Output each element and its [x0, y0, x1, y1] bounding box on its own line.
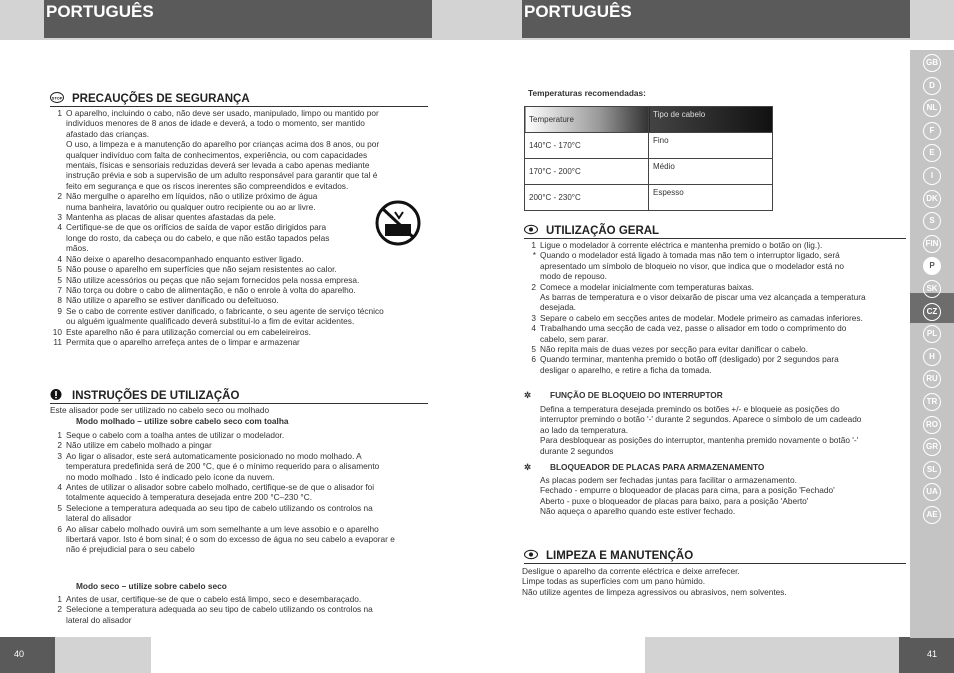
table-cell: Fino: [649, 133, 773, 159]
list-item: [50, 285, 430, 295]
text-line: Defina a temperatura desejada premindo os botões +/- e bloqueie as posições do: [540, 404, 840, 414]
item-text: desligar o aparelho, e retire a ficha da tomada.: [540, 364, 712, 375]
item-text: cabelo, sem parar.: [540, 333, 609, 344]
safety-heading: [50, 92, 428, 107]
list-item: [524, 271, 914, 281]
item-number: 9: [57, 305, 62, 316]
list-item: [50, 544, 430, 554]
instructions-title: INSTRUÇÕES DE UTILIZAÇÃO: [72, 390, 240, 402]
item-text: Separe o cabelo em secções antes de modelar. Modele primeiro as camadas inferiores.: [540, 312, 863, 323]
care-heading: [524, 549, 906, 564]
list-item: [524, 250, 914, 260]
item-text: Mantenha as placas de alisar quentes afastadas da pele.: [66, 212, 276, 223]
temps-title: Temperaturas recomendadas:: [528, 88, 646, 98]
sparkle-icon: ✲: [524, 462, 531, 472]
language-tab-ae[interactable]: AE: [923, 506, 941, 524]
text-line: Limpe todas as superfícies com um pano húmido.: [522, 576, 706, 587]
list-item: [50, 316, 430, 326]
list-item: [524, 354, 914, 364]
dry-mode-title: Modo seco – utilize sobre cabelo seco: [76, 581, 227, 591]
page-title: PORTUGUÊS: [524, 2, 632, 21]
list-item: [524, 344, 914, 354]
list-item: [524, 292, 914, 302]
list-item: [50, 594, 430, 604]
item-text: qualquer indivíduo com falta de conhecimentos, experiência, ou com capacidades: [66, 149, 368, 160]
item-text: no modo molhado . Isto é indicado pelo ícone da nuvem.: [66, 471, 275, 482]
table-cell: 200°C - 230°C: [525, 185, 649, 211]
header-cell: Tipo de cabelo: [649, 107, 773, 133]
language-tab-sl[interactable]: SL: [923, 461, 941, 479]
item-text: Permita que o aparelho arrefeça antes de o limpar e armazenar: [66, 336, 300, 347]
item-text: desejada.: [540, 302, 576, 313]
list-item: [524, 365, 914, 375]
table-row: [525, 159, 773, 185]
language-tab-cz[interactable]: CZ: [923, 303, 941, 321]
list-item: [524, 302, 914, 312]
item-number: 1: [57, 594, 62, 604]
item-number: 1: [531, 240, 536, 250]
plate-title: BLOQUEADOR DE PLACAS PARA ARMAZENAMENTO: [550, 462, 765, 472]
list-item: [50, 513, 430, 523]
list-item: [524, 334, 914, 344]
language-tab-p[interactable]: P: [923, 257, 941, 275]
item-text: Quando o modelador está ligado à tomada mas não tem o interruptor ligado, será: [540, 250, 840, 261]
table-cell: 140°C - 170°C: [525, 133, 649, 159]
text-line: Desligue o aparelho da corrente eléctrica e deixe arrefecer.: [522, 566, 740, 576]
item-text: apresentado um símbolo de bloqueio no visor, que indica que o modelador está no: [540, 260, 844, 271]
language-tab-e[interactable]: E: [923, 144, 941, 162]
item-text: Ao ligar o alisador, este será automaticamente posicionado no modo molhado. A: [66, 450, 362, 461]
item-number: 1: [57, 108, 62, 118]
item-text: Não repita mais de duas vezes por secção para evitar danificar o cabelo.: [540, 344, 808, 355]
language-tabs: [910, 50, 954, 528]
language-tab-dk[interactable]: DK: [923, 190, 941, 208]
item-text: Se o cabo de corrente estiver danificado, o fabricante, o seu agente de serviço técnico: [66, 305, 384, 316]
lock-title: FUNÇÃO DE BLOQUEIO DO INTERRUPTOR: [550, 390, 723, 400]
table-row: [525, 133, 773, 159]
item-number: 2: [57, 440, 62, 451]
list-item: [50, 337, 430, 347]
temperature-table: [524, 106, 773, 211]
info-icon: [50, 389, 64, 400]
item-text: Este aparelho não é para utilização comercial ou em cabeleireiros.: [66, 326, 311, 337]
language-tab-ru[interactable]: RU: [923, 370, 941, 388]
item-number: 7: [57, 284, 62, 295]
item-text: numa banheira, lavatório ou qualquer outro recipiente ou ao ar livre.: [66, 201, 316, 212]
language-tab-nl[interactable]: NL: [923, 99, 941, 117]
item-number: 4: [57, 222, 62, 233]
item-text: indivíduos menores de 8 anos de idade e deverá, a todo o momento, ser mantido: [66, 118, 365, 129]
list-item: [50, 604, 430, 614]
table-row: [525, 185, 773, 211]
table-cell: Espesso: [649, 185, 773, 211]
item-text: Ao alisar cabelo molhado ouvirá um som semelhante a um leve assobio e o aparelho: [66, 523, 379, 534]
language-tab-gb[interactable]: GB: [923, 54, 941, 72]
item-number: 3: [57, 212, 62, 223]
item-number: 5: [57, 264, 62, 275]
item-number: 6: [531, 354, 536, 365]
table-header-row: [525, 107, 773, 133]
no-water-icon: [373, 200, 423, 246]
list-item: [524, 282, 914, 292]
item-text: Selecione a temperatura adequada ao seu tipo de cabelo utilizando os controlos na: [66, 502, 373, 513]
care-title: LIMPEZA E MANUTENÇÃO: [546, 550, 694, 562]
list-item: [50, 503, 430, 513]
item-number: 10: [52, 326, 62, 337]
language-tab-s[interactable]: S: [923, 212, 941, 230]
list-item: [50, 327, 430, 337]
list-item: [50, 254, 430, 264]
list-item: [50, 160, 430, 170]
item-number: 3: [57, 450, 62, 461]
list-item: [524, 323, 914, 333]
text-line: Para desbloquear as posições do interruptor, mantenha premido novamente o botão '-': [540, 435, 859, 446]
list-item: [50, 440, 430, 450]
item-text: instrução prévia e sob a supervisão de um adulto responsável para garantir que tal é: [66, 170, 378, 181]
item-number: 8: [57, 295, 62, 306]
care-text: [522, 566, 912, 597]
item-text: Não pouse o aparelho em superfícies que não sejam resistentes ao calor.: [66, 264, 337, 275]
usage-list: [524, 240, 914, 375]
item-number: 4: [531, 323, 536, 334]
svg-text:STOP: STOP: [51, 95, 63, 101]
item-text: Certifique-se de que os orifícios de saída de vapor estão dirigidos para: [66, 222, 327, 233]
item-text: lateral do alisador: [66, 513, 132, 524]
item-number: 5: [531, 344, 536, 355]
language-tab-f[interactable]: F: [923, 122, 941, 140]
item-number: 11: [53, 336, 62, 347]
item-text: Quando terminar, mantenha premido o botão off (desligado) por 2 segundos para: [540, 354, 839, 365]
item-text: longe do rosto, da cabeça ou do cabelo, e que não estão tapados pelas: [66, 232, 330, 243]
text-line: durante 2 segundos: [540, 445, 614, 456]
instructions-heading: [50, 389, 428, 404]
item-number: 5: [57, 274, 62, 285]
header-cell: Temperature: [525, 107, 649, 133]
list-item: [50, 264, 430, 274]
item-text: Antes de utilizar o alisador sobre cabelo molhado, certifique-se de que o alisador foi: [66, 482, 375, 493]
item-number: 1: [57, 430, 62, 440]
item-text: lateral do alisador: [66, 614, 132, 625]
list-item: [50, 482, 430, 492]
dry-mode-list: [50, 594, 430, 625]
list-item: [50, 139, 430, 149]
item-number: *: [532, 250, 536, 261]
language-tab-fin[interactable]: FIN: [923, 235, 941, 253]
item-number: 2: [57, 191, 62, 202]
item-text: Trabalhando uma secção de cada vez, passe o alisador em todo o comprimento do: [540, 323, 847, 334]
stop-icon: [50, 92, 64, 103]
list-item: [50, 295, 430, 305]
item-text: totalmente aquecido à temperatura desejada entre 200 °C–230 °C.: [66, 492, 313, 503]
item-text: Não utilize acessórios ou peças que não sejam fornecidos pela nossa empresa.: [66, 274, 360, 285]
text-line: ao lado da temperatura.: [540, 424, 629, 435]
text-line: Não aqueça o aparelho quando este estiver fechado.: [540, 506, 736, 517]
text-line: Não utilize agentes de limpeza agressivos ou abrasivos, nem solventes.: [522, 586, 787, 597]
item-text: feito em segurança e que os riscos inerentes são compreendidos e evitados.: [66, 180, 349, 191]
usage-title: UTILIZAÇÃO GERAL: [546, 225, 660, 237]
language-tab-ua[interactable]: UA: [923, 483, 941, 501]
language-tab-gr[interactable]: GR: [923, 438, 941, 456]
item-text: Não torça ou dobre o cabo de alimentação, e não o enrole à volta do aparelho.: [66, 284, 356, 295]
item-text: mãos.: [66, 243, 89, 254]
list-item: [50, 472, 430, 482]
item-text: O aparelho, incluindo o cabo, não deve ser usado, manipulado, limpo ou mantido por: [66, 108, 379, 118]
item-number: 4: [57, 253, 62, 264]
list-item: [524, 313, 914, 323]
list-item: [50, 181, 430, 191]
language-tab-pl[interactable]: PL: [923, 325, 941, 343]
list-item: [50, 492, 430, 502]
wet-mode-title: Modo molhado – utilize sobre cabelo seco com toalha: [76, 416, 289, 426]
list-item: [50, 451, 430, 461]
list-item: [50, 275, 430, 285]
item-text: ou alguém igualmente qualificado deverá substituí-lo a fim de evitar acidentes.: [66, 316, 355, 327]
text-line: Aberto - puxe o bloqueador de placas para baixo, para a posição 'Aberto': [540, 495, 809, 506]
sparkle-icon: ✲: [524, 390, 531, 400]
language-tab-tr[interactable]: TR: [923, 393, 941, 411]
page-title: PORTUGUÊS: [46, 2, 154, 21]
item-text: Ligue o modelador à corrente eléctrica e mantenha premido o botão on (lig.).: [540, 240, 823, 250]
page-header: [44, 0, 432, 38]
language-tab-d[interactable]: D: [923, 77, 941, 95]
item-text: Selecione a temperatura adequada ao seu tipo de cabelo utilizando os controlos na: [66, 604, 373, 615]
language-tab-ro[interactable]: RO: [923, 416, 941, 434]
item-number: 5: [57, 502, 62, 513]
list-item: [50, 118, 430, 128]
item-text: Não deixe o aparelho desacompanhado enquanto estiver ligado.: [66, 253, 304, 264]
list-item: [524, 240, 914, 250]
list-item: [50, 306, 430, 316]
language-tab-h[interactable]: H: [923, 348, 941, 366]
eye-icon: [524, 224, 538, 235]
language-tab-sk[interactable]: SK: [923, 280, 941, 298]
list-item: [50, 129, 430, 139]
item-text: Não utilize em cabelo molhado a pingar: [66, 440, 212, 451]
text-line: As placas podem ser fechadas juntas para facilitar o armazenamento.: [540, 475, 797, 485]
list-item: [50, 524, 430, 534]
item-number: 6: [57, 523, 62, 534]
eye-icon: [524, 549, 538, 560]
instructions-intro: Este alisador pode ser utilizado no cabelo seco ou molhado: [50, 405, 270, 415]
item-text: Não utilize o aparelho se estiver danificado ou defeituoso.: [66, 295, 279, 306]
list-item: [50, 150, 430, 160]
item-text: O uso, a limpeza e a manutenção do aparelho por crianças acima dos 8 anos, ou por: [66, 139, 380, 150]
item-text: Não mergulhe o aparelho em líquidos, não o utilize próximo de água: [66, 191, 318, 202]
safety-title: PRECAUÇÕES DE SEGURANÇA: [72, 93, 250, 105]
usage-heading: [524, 224, 906, 239]
list-item: [50, 170, 430, 180]
language-tab-i[interactable]: I: [923, 167, 941, 185]
item-number: 4: [57, 482, 62, 493]
table-cell: 170°C - 200°C: [525, 159, 649, 185]
item-text: não é prejudicial para o seu cabelo: [66, 544, 195, 555]
list-item: [50, 430, 430, 440]
right-page: [477, 0, 954, 673]
item-number: 2: [531, 281, 536, 292]
lock-text: [540, 404, 920, 456]
item-text: Seque o cabelo com a toalha antes de utilizar o modelador.: [66, 430, 285, 440]
text-line: interruptor premindo o botão '-' durante 2 segundos. Aparece o símbolo de um cadeado: [540, 414, 862, 425]
item-number: 3: [531, 312, 536, 323]
table-cell: Médio: [649, 159, 773, 185]
item-text: temperatura predefinida será de 200 °C, que é o mínimo requerido para o alisamento: [66, 461, 380, 472]
page-number: 40: [0, 637, 55, 673]
list-item: [50, 108, 430, 118]
item-text: As barras de temperatura e o visor deixarão de piscar uma vez alcançada a temperatura: [540, 292, 866, 303]
item-number: 2: [57, 604, 62, 615]
item-text: libertará vapor. Isto é bom sinal; é o som do excesso de água no seu cabelo a evaporar e: [66, 534, 395, 545]
item-text: afastado das crianças.: [66, 128, 150, 139]
page-number: 41: [899, 637, 954, 673]
list-item: [50, 615, 430, 625]
list-item: [524, 261, 914, 271]
item-text: modo de repouso.: [540, 271, 607, 282]
item-text: Antes de usar, certifique-se de que o cabelo está limpo, seco e desembaraçado.: [66, 594, 362, 604]
page-header: [522, 0, 910, 38]
item-text: Comece a modelar inicialmente com temperaturas baixas.: [540, 281, 754, 292]
plate-text: [540, 475, 920, 517]
list-item: [50, 534, 430, 544]
item-text: mentais, físicas e sensoriais reduzidas deverá ser levada a cabo apenas mediante: [66, 160, 370, 171]
list-item: [50, 461, 430, 471]
wet-mode-list: [50, 430, 430, 555]
text-line: Fechado - empurre o bloqueador de placas para cima, para a posição 'Fechado': [540, 485, 835, 496]
